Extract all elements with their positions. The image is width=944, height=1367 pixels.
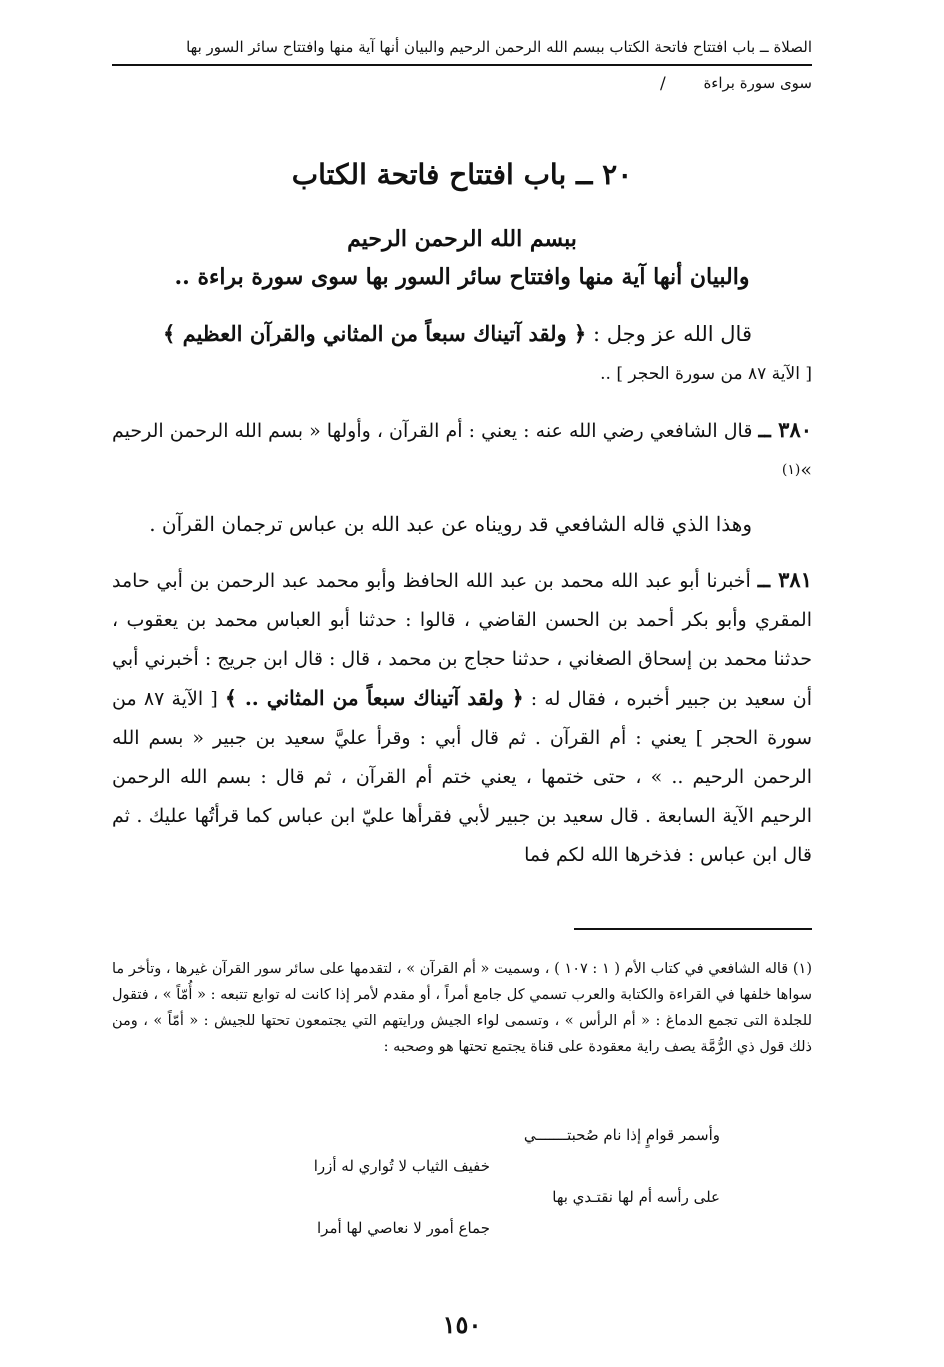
- quran-reference: [ الآية ٨٧ من سورة الحجر ] ..: [600, 364, 812, 384]
- poem-verses: [200, 1120, 720, 1244]
- subtitle-line-2: والبيان أنها آية منها وافتتاح سائر السور بها سوى سورة براءة ..: [174, 264, 750, 290]
- header-slash-mark: /: [660, 74, 666, 94]
- hadith-381: [112, 560, 812, 875]
- poem-line-1: وأسمر قوامٍ إذا نام صُحبتـــــــي: [523, 1126, 720, 1144]
- header-divider: [112, 64, 812, 66]
- running-header-continuation: سوى سورة براءة: [703, 74, 812, 92]
- remark-paragraph: وهذا الذي قاله الشافعي قد رويناه عن عبد الله بن عباس ترجمان القرآن .: [149, 512, 752, 536]
- chapter-title: ٢٠ ــ باب افتتاح فاتحة الكتاب: [291, 158, 633, 191]
- hadith-number: ٣٨١ ــ: [757, 567, 812, 592]
- footnote-1: (١) قاله الشافعي في كتاب الأم ( ١ : ١٠٧ ) ، وسميت « أم القرآن » ، لتقدمها على سائر سور القرآن غيرها ، وتأخر ما سواها خلفها في القراءة والكتابة والعرب تسمي كل جامع أمراً ، أو مقدم لأمر إذا كانت له توابع تتبعه : « أُمّاً » ، فتقول للجلدة التى تجمع الدماغ : « أم الرأس » ، وتسمى لواء الجيش ورايتهم التي يجتمعون تحتها للجيش : « أمّاً » ، ومن ذلك قول ذي الرُّمَّة يصف راية معقودة على قناة يجتمع تحتها هو وصحبه :: [112, 961, 812, 1055]
- poem-line-3: على رأسه أم لها نقتـدي بها: [552, 1188, 720, 1206]
- hadith-text-part-2: [ الآية ٨٧ من سورة الحجر ] يعني : أم القرآن . ثم قال أبي : وقرأ عليَّ سعيد بن جبير « بسم الله الرحمن الرحيم .. » ، حتى ختمها ، يعني ختم أم القرآن ، ثم قال : بسم الله الرحمن الرحيم الآية السابعة . قال سعيد بن جبير لأبي فقرأها عليّ ابن عباس كما قرأتُها عليك . ثم قال ابن عباس : فذخرها الله لكم فما: [112, 688, 812, 866]
- poem-line-4: جماع أمور لا نعاصي لها أمرا: [317, 1219, 490, 1237]
- hadith-text: قال الشافعي رضي الله عنه : يعني : أم القرآن ، وأولها « بسم الله الرحمن الرحيم »: [112, 420, 812, 481]
- footnote-marker: (١): [781, 462, 801, 478]
- quran-verse: ﴿ ولقد آتيناك سبعاً من المثاني والقرآن العظيم ﴾: [163, 321, 587, 346]
- footnote-divider: [574, 928, 812, 930]
- poem-line-2: خفيف الثياب لا تُواري له أزرا: [313, 1157, 490, 1175]
- quran-verse-inline: ﴿ ولقد آتيناك سبعاً من المثاني .. ﴾: [224, 686, 524, 710]
- chapter-subtitle: [112, 220, 812, 296]
- hadith-380: [112, 410, 812, 490]
- quran-intro: قال الله عز وجل :: [592, 322, 752, 346]
- hadith-number: ٣٨٠ ــ: [758, 417, 813, 442]
- hadith-text-part-1: أخبرنا أبو عبد الله محمد بن عبد الله الحافظ وأبو محمد عبد الرحمن بن أبي حامد المقري وأبو بكر أحمد بن الحسن القاضي ، قالوا : حدثنا أبو العباس محمد بن يعقوب ، حدثنا محمد بن إسحاق الصغاني ، حدثنا حجاج بن محمد ، قال : قال ابن جريج : أخبرني أبي أن سعيد بن جبير أخبره ، فقال له :: [112, 570, 813, 710]
- page-number: ١٥٠: [442, 1310, 482, 1339]
- subtitle-line-1: ببسم الله الرحمن الرحيم: [347, 226, 577, 252]
- running-header: الصلاة ــ باب افتتاح فاتحة الكتاب ببسم الله الرحمن الرحيم والبيان أنها آية منها وافتتاح سائر السور بها: [186, 38, 812, 56]
- quran-citation: [112, 314, 812, 394]
